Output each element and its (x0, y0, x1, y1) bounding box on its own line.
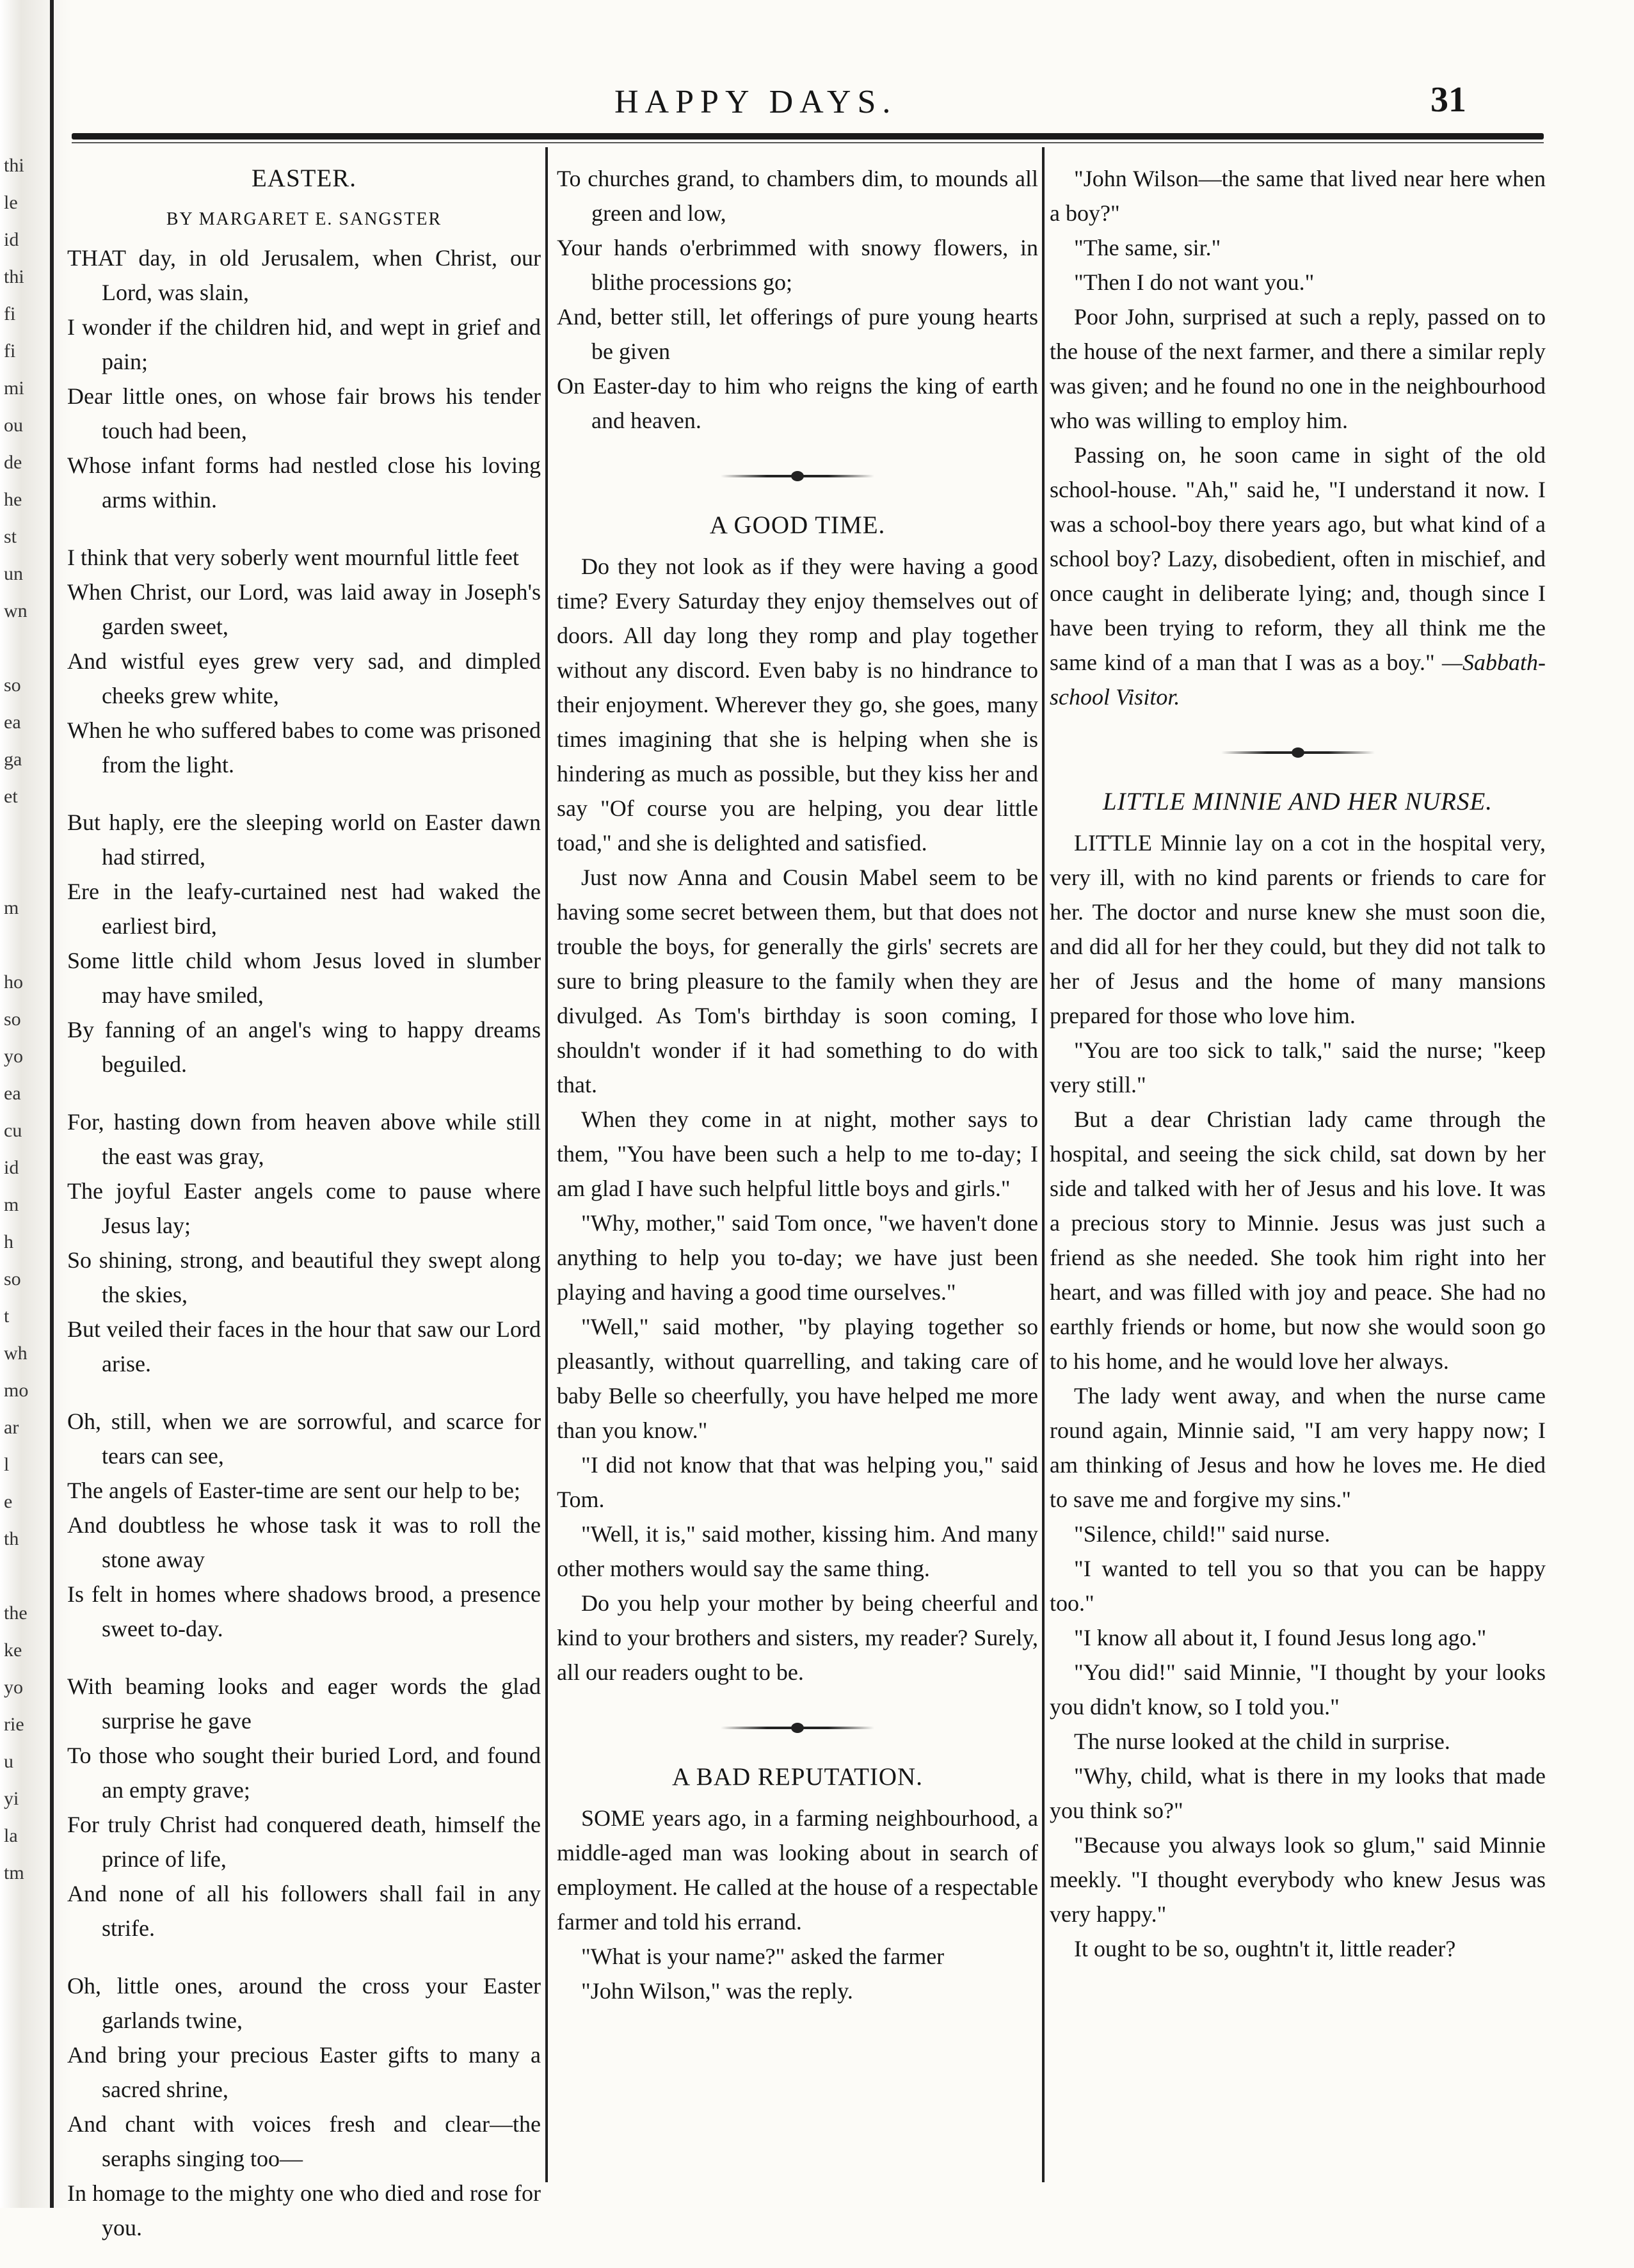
article-body-good-time (557, 549, 1038, 1689)
paragraph: When they come in at night, mother says to them, "You have been such a help to me to-day; I am glad I have such helpful little boys and girls." (557, 1106, 1038, 1201)
poem-line: The angels of Easter-time are sent our help to be; (67, 1478, 521, 1503)
paragraph: "Why, child, what is there in my looks that made you think so?" (1050, 1763, 1546, 1823)
paragraph: LITTLE Minnie lay on a cot in the hospital very, very ill, with no kind parents or friends to care for her. The doctor and nurse knew she must soon die, and did all for her they could, but they did not talk to her of Jesus and the home of many mansions prepared for those who love him. (1050, 830, 1546, 1028)
paragraph: "The same, sir." (1074, 235, 1221, 260)
poem-line: And doubtless he whose task it was to roll the stone away (67, 1512, 541, 1572)
poem-line: But veiled their faces in the hour that saw our Lord arise. (67, 1316, 541, 1377)
paragraph: "I wanted to tell you so that you can be happy too." (1050, 1556, 1546, 1616)
paragraph: "You are too sick to talk," said the nurse; "keep very still." (1050, 1037, 1546, 1098)
poem-line: Whose infant forms had nestled close his loving arms within. (67, 452, 541, 513)
column-1 (67, 161, 541, 2268)
poem-line: On Easter-day to him who reigns the king of earth and heaven. (557, 373, 1038, 433)
poem-line: In homage to the mighty one who died and rose for you. (67, 2180, 541, 2240)
poem-line: And none of all his followers shall fail in any strife. (67, 1881, 541, 1941)
poem-stanzas (67, 241, 541, 2245)
poem-line: I think that very soberly went mournful little feet (67, 545, 519, 570)
article-body-bad-reputation (557, 1801, 1038, 2008)
poem-line: For, hasting down from heaven above while still the east was gray, (67, 1109, 541, 1169)
article-byline: BY MARGARET E. SANGSTER (166, 209, 442, 229)
paragraph: "Silence, child!" said nurse. (1074, 1521, 1331, 1547)
poem-stanza (67, 1669, 541, 1945)
article-title-good-time: A GOOD TIME. (709, 511, 886, 539)
poem-line: Some little child whom Jesus loved in slumber may have smiled, (67, 948, 541, 1008)
poem-line: Dear little ones, on whose fair brows his tender touch had been, (67, 383, 541, 443)
paragraph: Do you help your mother by being cheerful and kind to your brothers and sisters, my reader? Surely, all our readers ought to be. (557, 1590, 1038, 1685)
paragraph: Poor John, surprised at such a reply, passed on to the house of the next farmer, and there a similar reply was given; and he found no one in the neighbourhood who was willing to employ him. (1050, 304, 1546, 433)
section-separator (721, 1715, 874, 1741)
poem-line: For truly Christ had conquered death, himself the prince of life, (67, 1812, 541, 1872)
header-rule (72, 133, 1544, 140)
paragraph: The nurse looked at the child in surprise. (1074, 1729, 1450, 1754)
poem-line: The joyful Easter angels come to pause where Jesus lay; (67, 1178, 541, 1238)
poem-stanza (67, 1105, 541, 1381)
poem-line: But haply, ere the sleeping world on Easter dawn had stirred, (67, 810, 541, 870)
poem-line: And, better still, let offerings of pure young hearts be given (557, 304, 1038, 364)
poem-line: By fanning of an angel's wing to happy dreams beguiled. (67, 1017, 541, 1077)
paragraph: "Well," said mother, "by playing together so pleasantly, without quarrelling, and taking care of baby Belle so cheerfully, you have helped me more than you know." (557, 1314, 1038, 1443)
poem-line: And wistful eyes grew very sad, and dimpled cheeks grew white, (67, 648, 541, 708)
poem-stanza (67, 1404, 541, 1646)
paragraph: "What is your name?" asked the farmer (581, 1944, 945, 1969)
poem-line: I wonder if the children hid, and wept in grief and pain; (67, 314, 541, 374)
poem-line: To churches grand, to chambers dim, to mounds all green and low, (557, 166, 1038, 226)
column-divider-1 (545, 147, 548, 2182)
section-separator (1221, 740, 1375, 765)
column-3 (1050, 161, 1546, 1966)
paragraph: But a dear Christian lady came through the hospital, and seeing the sick child, sat down by her side and talked with her of Jesus and his love. It was a precious story to Minnie. Jesus was just such a friend as she needed. She took him right into her heart, and was filled with joy and peace. She had no earthly friends or home, but now she would soon go to his home, and he would love her always. (1050, 1106, 1546, 1374)
poem-stanza (67, 1969, 541, 2245)
column-divider-2 (1042, 147, 1045, 2182)
poem-stanza (67, 805, 541, 1082)
paragraph: "Why, mother," said Tom once, "we haven't done anything to help you to-day; we have just been playing and having a good time ourselves." (557, 1210, 1038, 1305)
paragraph: Passing on, he soon came in sight of the old school-house. "Ah," said he, "I understand it now. I was a school-boy there years ago, but what kind of a school boy? Lazy, disobedient, often in mischief, and once caught in deliberate lying; and, though since I have been trying to reform, they all think me the same kind of a man that I was as a boy." —Sabbath-school Visitor. (1050, 442, 1546, 710)
paragraph: "John Wilson," was the reply. (581, 1978, 853, 2004)
article-title-bad-reputation: A BAD REPUTATION. (672, 1763, 923, 1791)
paragraph: "You did!" said Minnie, "I thought by your looks you didn't know, so I told you." (1050, 1659, 1546, 1720)
paragraph: It ought to be so, oughtn't it, little reader? (1074, 1936, 1456, 1961)
poem-line: Your hands o'erbrimmed with snowy flowers, in blithe processions go; (557, 235, 1038, 295)
header-rule-thin (72, 142, 1544, 143)
paragraph: "I did not know that that was helping you," said Tom. (557, 1452, 1038, 1512)
section-separator (721, 463, 874, 489)
poem-line: And bring your precious Easter gifts to many a sacred shrine, (67, 2042, 541, 2102)
article-body-bad-reputation-cont (1050, 161, 1546, 714)
poem-line: When he who suffered babes to come was prisoned from the light. (67, 717, 541, 778)
poem-line: Oh, little ones, around the cross your Easter garlands twine, (67, 1973, 541, 2033)
poem-final-stanza (557, 161, 1038, 438)
page-number: 31 (1430, 80, 1466, 120)
paragraph: The lady went away, and when the nurse came round again, Minnie said, "I am very happy now; I am thinking of Jesus and how he loves me. He died to save me and forgive my sins." (1050, 1383, 1546, 1512)
article-title-minnie: LITTLE MINNIE AND HER NURSE. (1102, 788, 1493, 815)
poem-line: When Christ, our Lord, was laid away in Joseph's garden sweet, (67, 579, 541, 639)
paragraph: Just now Anna and Cousin Mabel seem to be having some secret between them, but that does not trouble the boys, for generally the girls' secrets are sure to bring pleasure to the family when they are divulged. As Tom's birthday is soon coming, I shouldn't wonder if it had something to do with that. (557, 865, 1038, 1098)
poem-line: And chant with voices fresh and clear—the seraphs singing too— (67, 2111, 541, 2171)
paragraph: "Then I do not want you." (1074, 269, 1315, 295)
article-title-easter: EASTER. (251, 164, 357, 192)
column-2 (557, 161, 1038, 2008)
paragraph: "John Wilson—the same that lived near here when a boy?" (1050, 166, 1546, 226)
poem-line: Ere in the leafy-curtained nest had waked the earliest bird, (67, 879, 541, 939)
poem-stanza (67, 540, 541, 782)
poem-line: THAT day, in old Jerusalem, when Christ, our Lord, was slain, (67, 245, 541, 305)
binding-edge (50, 0, 54, 2208)
poem-line: Is felt in homes where shadows brood, a presence sweet to-day. (67, 1581, 541, 1641)
poem-line: With beaming looks and eager words the glad surprise he gave (67, 1673, 541, 1734)
source-attribution: —Sabbath-school Visitor. (1050, 650, 1546, 710)
paragraph: Do they not look as if they were having a good time? Every Saturday they enjoy themselves out of doors. All day long they romp and play together without any discord. Even baby is no hindrance to their enjoyment. Wherever they go, she goes, many times imagining that she is helping when she is hindering as much as possible, but they kiss her and say "Of course you are helping, you dear little toad," and she is delighted and satisfied. (557, 554, 1038, 856)
paragraph: "Well, it is," said mother, kissing him. And many other mothers would say the same thing. (557, 1521, 1038, 1581)
paragraph: SOME years ago, in a farming neighbourhood, a middle-aged man was looking about in search of employment. He called at the house of a respectable farmer and told his errand. (557, 1805, 1038, 1935)
masthead-title: HAPPY DAYS. (614, 84, 897, 120)
poem-line: Oh, still, when we are sorrowful, and scarce for tears can see, (67, 1409, 541, 1469)
binding-gutter (0, 0, 72, 2208)
poem-line: To those who sought their buried Lord, and found an empty grave; (67, 1743, 541, 1803)
paragraph: "Because you always look so glum," said Minnie meekly. "I thought everybody who knew Jesus was very happy." (1050, 1832, 1546, 1927)
adjacent-page-fragments: thi le id thi fi fi mi ou de he st un wn so ea ga et m ho so yo ea cu id m h so t wh mo ar l e th the ke yo rie u yi la tm (4, 155, 29, 1883)
paragraph: "I know all about it, I found Jesus long ago." (1074, 1625, 1487, 1650)
poem-line: So shining, strong, and beautiful they swept along the skies, (67, 1247, 541, 1307)
article-body-minnie (1050, 826, 1546, 1966)
poem-stanza (67, 241, 541, 517)
